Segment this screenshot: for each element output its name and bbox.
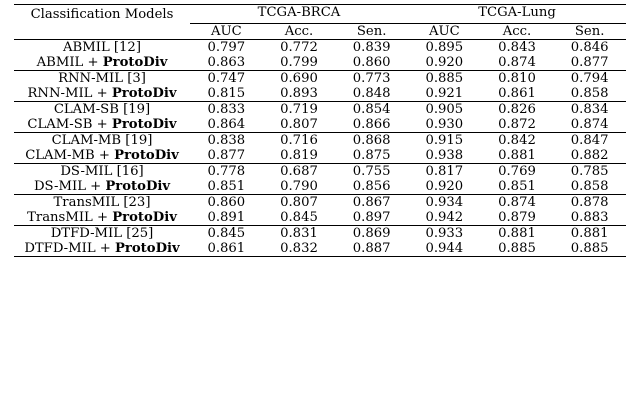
- table-row: [14, 148, 626, 164]
- cell-brca-1: 0.845: [207, 226, 246, 241]
- table-header-groups: [14, 5, 626, 25]
- row-model-name: CLAM-SB + ProtoDiv: [14, 117, 190, 133]
- header-metric-1-1: AUC: [190, 24, 263, 40]
- cell-brca-3: 0.860: [335, 55, 408, 71]
- table-header-metrics: [14, 24, 626, 40]
- cell-brca-1: 0.778: [207, 164, 246, 179]
- cell-lung-2: 0.874: [481, 55, 554, 71]
- table-row: [14, 40, 626, 56]
- cell-brca-3: 0.755: [352, 164, 391, 179]
- cell-brca-3: 0.887: [335, 241, 408, 257]
- cell-brca-1: 0.838: [207, 133, 246, 148]
- cell-lung-2: 0.861: [481, 86, 554, 102]
- cell-brca-2: 0.799: [263, 55, 336, 71]
- header-metric-2-2: Acc.: [481, 24, 554, 40]
- cell-brca-3: 0.869: [352, 226, 391, 241]
- header-group-2: [408, 5, 626, 25]
- cell-brca-1: 0.833: [207, 102, 246, 117]
- row-model-name: RNN-MIL [3]: [58, 71, 146, 86]
- header-model-column: Classification Models: [14, 5, 190, 25]
- cell-lung-3: 0.874: [553, 117, 626, 133]
- header-metric-1-3: Sen.: [335, 24, 408, 40]
- cell-brca-2: 0.807: [263, 117, 336, 133]
- cell-lung-2: 0.843: [498, 40, 536, 55]
- cell-lung-2: 0.851: [481, 179, 554, 195]
- table-row: [14, 102, 626, 118]
- cell-lung-3: 0.877: [553, 55, 626, 71]
- cell-lung-3: 0.858: [553, 179, 626, 195]
- cell-lung-1: 0.921: [408, 86, 481, 102]
- cell-brca-1: 0.864: [190, 117, 263, 133]
- classification-results-table: [14, 4, 626, 257]
- row-model-name: TransMIL [23]: [53, 195, 151, 210]
- header-metric-2-1: AUC: [408, 24, 481, 40]
- table-row: [14, 241, 626, 257]
- cell-brca-2: 0.832: [263, 241, 336, 257]
- cell-lung-1: 0.930: [408, 117, 481, 133]
- cell-lung-1: 0.885: [425, 71, 464, 86]
- cell-brca-3: 0.848: [335, 86, 408, 102]
- row-model-name: DS-MIL + ProtoDiv: [14, 179, 190, 195]
- header-group-label: TCGA-Lung: [408, 5, 626, 24]
- cell-lung-2: 0.885: [481, 241, 554, 257]
- cell-lung-3: 0.858: [553, 86, 626, 102]
- table-row: [14, 71, 626, 87]
- cell-brca-1: 0.851: [190, 179, 263, 195]
- cell-brca-2: 0.772: [280, 40, 318, 55]
- cell-brca-3: 0.866: [335, 117, 408, 133]
- cell-lung-2: 0.881: [498, 226, 536, 241]
- cell-lung-2: 0.872: [481, 117, 554, 133]
- cell-brca-3: 0.773: [352, 71, 391, 86]
- cell-lung-1: 0.915: [425, 133, 464, 148]
- cell-lung-1: 0.933: [425, 226, 464, 241]
- cell-lung-3: 0.846: [570, 40, 609, 55]
- cell-lung-1: 0.817: [425, 164, 464, 179]
- cell-brca-3: 0.856: [335, 179, 408, 195]
- cell-lung-3: 0.834: [570, 102, 609, 117]
- cell-brca-1: 0.877: [190, 148, 263, 164]
- cell-lung-3: 0.785: [570, 164, 609, 179]
- cell-lung-1: 0.920: [408, 179, 481, 195]
- cell-lung-2: 0.810: [498, 71, 536, 86]
- row-model-name: CLAM-MB [19]: [51, 133, 153, 148]
- cell-lung-1: 0.944: [408, 241, 481, 257]
- cell-lung-1: 0.938: [408, 148, 481, 164]
- cell-lung-2: 0.879: [481, 210, 554, 226]
- cell-brca-1: 0.863: [190, 55, 263, 71]
- table-row: [14, 210, 626, 226]
- table-row: [14, 195, 626, 211]
- cell-brca-2: 0.893: [263, 86, 336, 102]
- cell-brca-3: 0.897: [335, 210, 408, 226]
- cell-brca-1: 0.815: [190, 86, 263, 102]
- cell-brca-1: 0.861: [190, 241, 263, 257]
- cell-brca-3: 0.867: [352, 195, 391, 210]
- table-row: [14, 226, 626, 242]
- header-metric-2-3: Sen.: [553, 24, 626, 40]
- cell-brca-3: 0.868: [352, 133, 391, 148]
- cell-lung-3: 0.885: [553, 241, 626, 257]
- cell-brca-3: 0.854: [352, 102, 391, 117]
- cell-lung-1: 0.942: [408, 210, 481, 226]
- cell-brca-1: 0.860: [207, 195, 246, 210]
- cell-lung-3: 0.882: [553, 148, 626, 164]
- cell-brca-2: 0.790: [263, 179, 336, 195]
- row-model-name: DTFD-MIL + ProtoDiv: [14, 241, 190, 257]
- cell-brca-1: 0.747: [207, 71, 246, 86]
- cell-lung-2: 0.842: [498, 133, 536, 148]
- cell-lung-1: 0.905: [425, 102, 464, 117]
- cell-lung-1: 0.934: [425, 195, 464, 210]
- header-group-label: TCGA-BRCA: [190, 5, 408, 24]
- cell-brca-2: 0.687: [280, 164, 318, 179]
- table-row: [14, 164, 626, 180]
- cell-lung-2: 0.881: [481, 148, 554, 164]
- table-row: [14, 55, 626, 71]
- row-model-name: RNN-MIL + ProtoDiv: [14, 86, 190, 102]
- cell-brca-2: 0.719: [280, 102, 318, 117]
- cell-lung-3: 0.794: [570, 71, 609, 86]
- table-row: [14, 86, 626, 102]
- cell-brca-2: 0.716: [280, 133, 318, 148]
- cell-lung-3: 0.881: [570, 226, 609, 241]
- table-row: [14, 117, 626, 133]
- row-model-name: ABMIL + ProtoDiv: [14, 55, 190, 71]
- cell-brca-2: 0.819: [263, 148, 336, 164]
- cell-lung-3: 0.878: [570, 195, 609, 210]
- cell-brca-2: 0.690: [280, 71, 318, 86]
- cell-brca-2: 0.807: [280, 195, 318, 210]
- row-model-name: DS-MIL [16]: [60, 164, 144, 179]
- header-metric-1-2: Acc.: [263, 24, 336, 40]
- cell-lung-2: 0.769: [498, 164, 536, 179]
- cell-lung-1: 0.895: [425, 40, 464, 55]
- cell-brca-3: 0.839: [352, 40, 391, 55]
- cell-brca-2: 0.845: [263, 210, 336, 226]
- cell-lung-2: 0.874: [498, 195, 536, 210]
- header-metrics-spacer: [14, 24, 190, 40]
- cell-lung-3: 0.883: [553, 210, 626, 226]
- cell-brca-3: 0.875: [335, 148, 408, 164]
- cell-brca-2: 0.831: [280, 226, 318, 241]
- row-model-name: DTFD-MIL [25]: [50, 226, 154, 241]
- cell-lung-1: 0.920: [408, 55, 481, 71]
- header-group-1: [190, 5, 408, 25]
- row-model-name: TransMIL + ProtoDiv: [14, 210, 190, 226]
- cell-lung-2: 0.826: [498, 102, 536, 117]
- row-model-name: ABMIL [12]: [63, 40, 141, 55]
- cell-brca-1: 0.797: [207, 40, 246, 55]
- cell-lung-3: 0.847: [570, 133, 609, 148]
- table-row: [14, 179, 626, 195]
- cell-brca-1: 0.891: [190, 210, 263, 226]
- table-row: [14, 133, 626, 149]
- row-model-name: CLAM-MB + ProtoDiv: [14, 148, 190, 164]
- row-model-name: CLAM-SB [19]: [53, 102, 151, 117]
